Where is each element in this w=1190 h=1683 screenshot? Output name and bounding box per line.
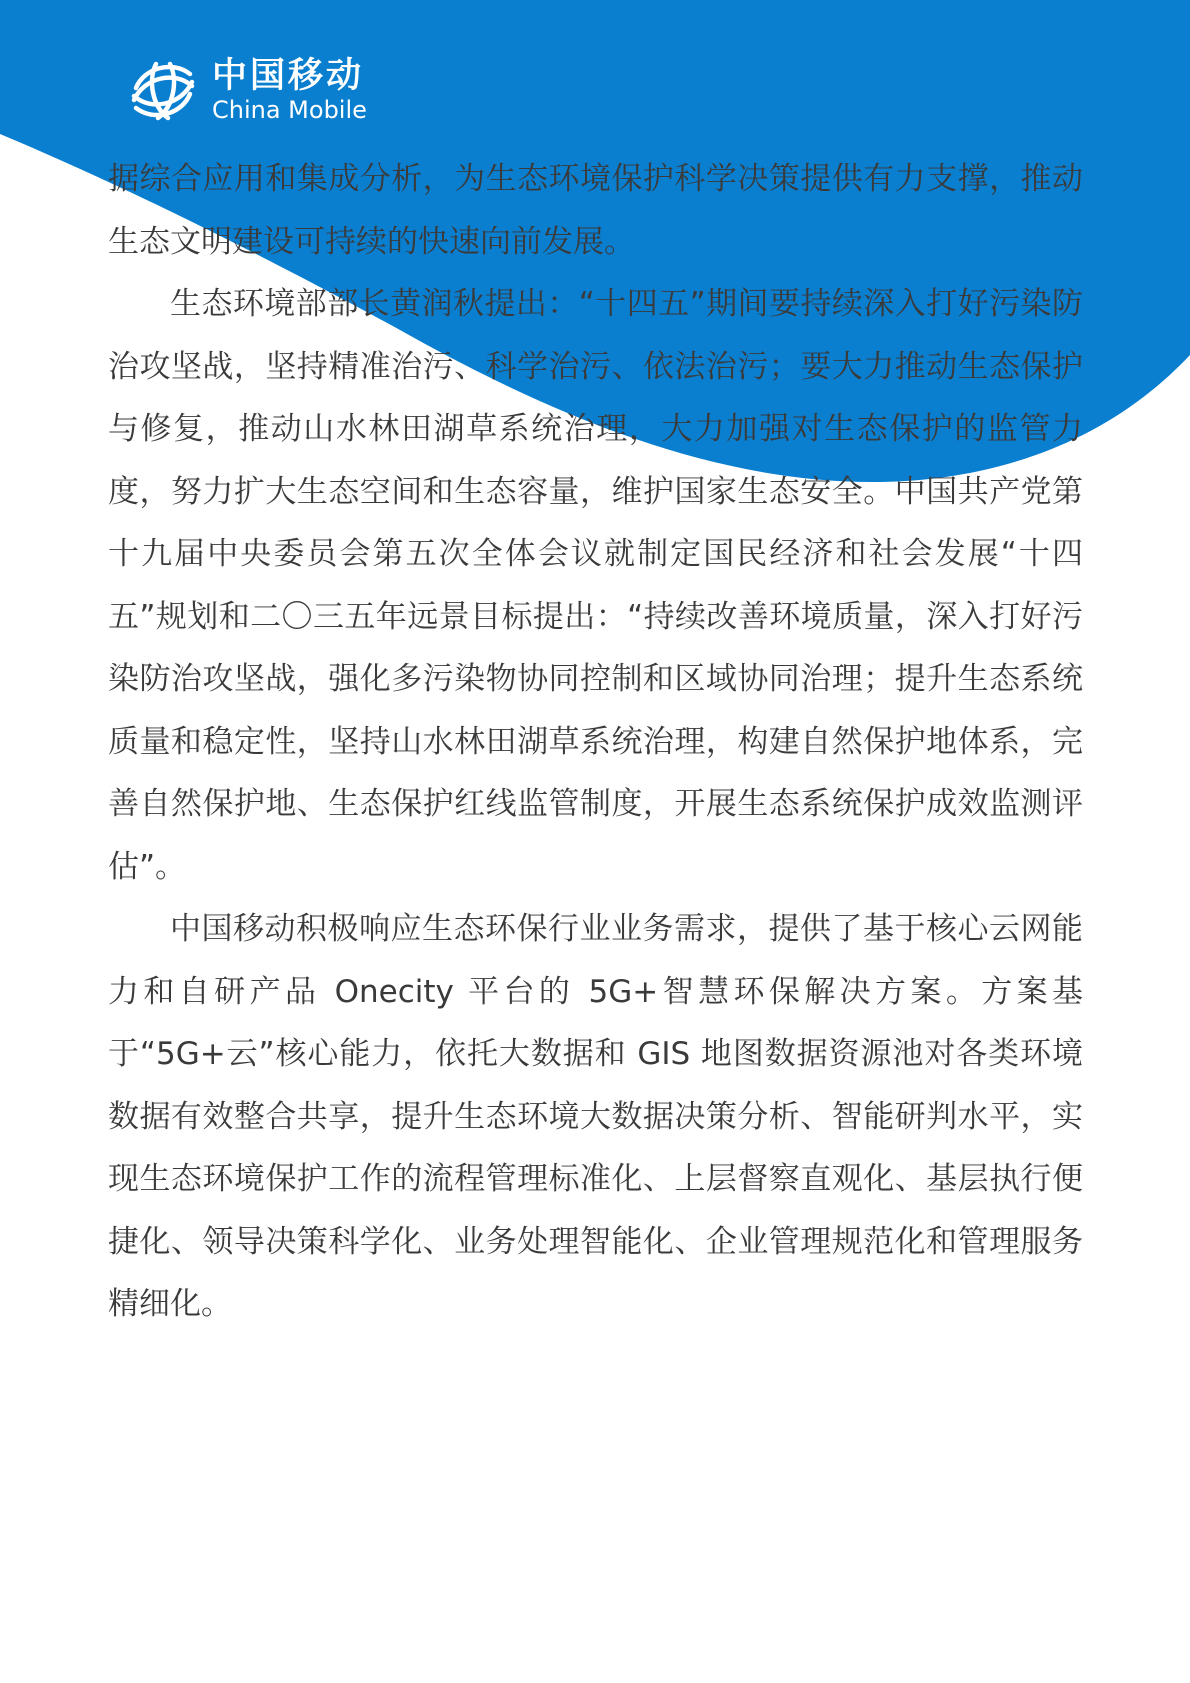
paragraph-policy: 生态环境部部长黄润秋提出：“十四五”期间要持续深入打好污染防治攻坚战，坚持精准治污、科学治污、依法治污；要大力推动生态保护与修复，推动山水林田湖草系统治理，大力加强对生态保护的监管力度，努力扩大生态空间和生态容量，维护国家生态安全。中国共产党第十九届中央委员会第五次全体会议就制定国民经济和社会发展“十四五”规划和二〇三五年远景目标提出：“持续改善环境质量，深入打好污染防治攻坚战，强化多污染物协同控制和区域协同治理；提升生态系统质量和稳定性，坚持山水林田湖草系统治理，构建自然保护地体系，完善自然保护地、生态保护红线监管制度，开展生态系统保护成效监测评估”。 [108, 286, 1083, 885]
china-mobile-emblem-icon [126, 54, 200, 128]
paragraph-china-mobile-solution: 中国移动积极响应生态环保行业业务需求，提供了基于核心云网能力和自研产品 Onecity 平台的 5G+智慧环保解决方案。方案基于“5G+云”核心能力，依托大数据和 GIS 地图数据资源池对各类环境数据有效整合共享，提升生态环境大数据决策分析、智能研判水平，实现生态环境保护工作的流程管理标准化、上层督察直观化、基层执行便捷化、领导决策科学化、业务处理智能化、企业管理规范化和管理服务精细化。 [108, 911, 1083, 1322]
china-mobile-logo [126, 54, 367, 128]
brand-name-cn: 中国移动 [212, 56, 365, 96]
document-body [108, 148, 1083, 1336]
brand-name-en: China Mobile [212, 96, 367, 124]
paragraph-continued: 据综合应用和集成分析，为生态环境保护科学决策提供有力支撑，推动生态文明建设可持续的快速向前发展。 [108, 161, 1083, 260]
